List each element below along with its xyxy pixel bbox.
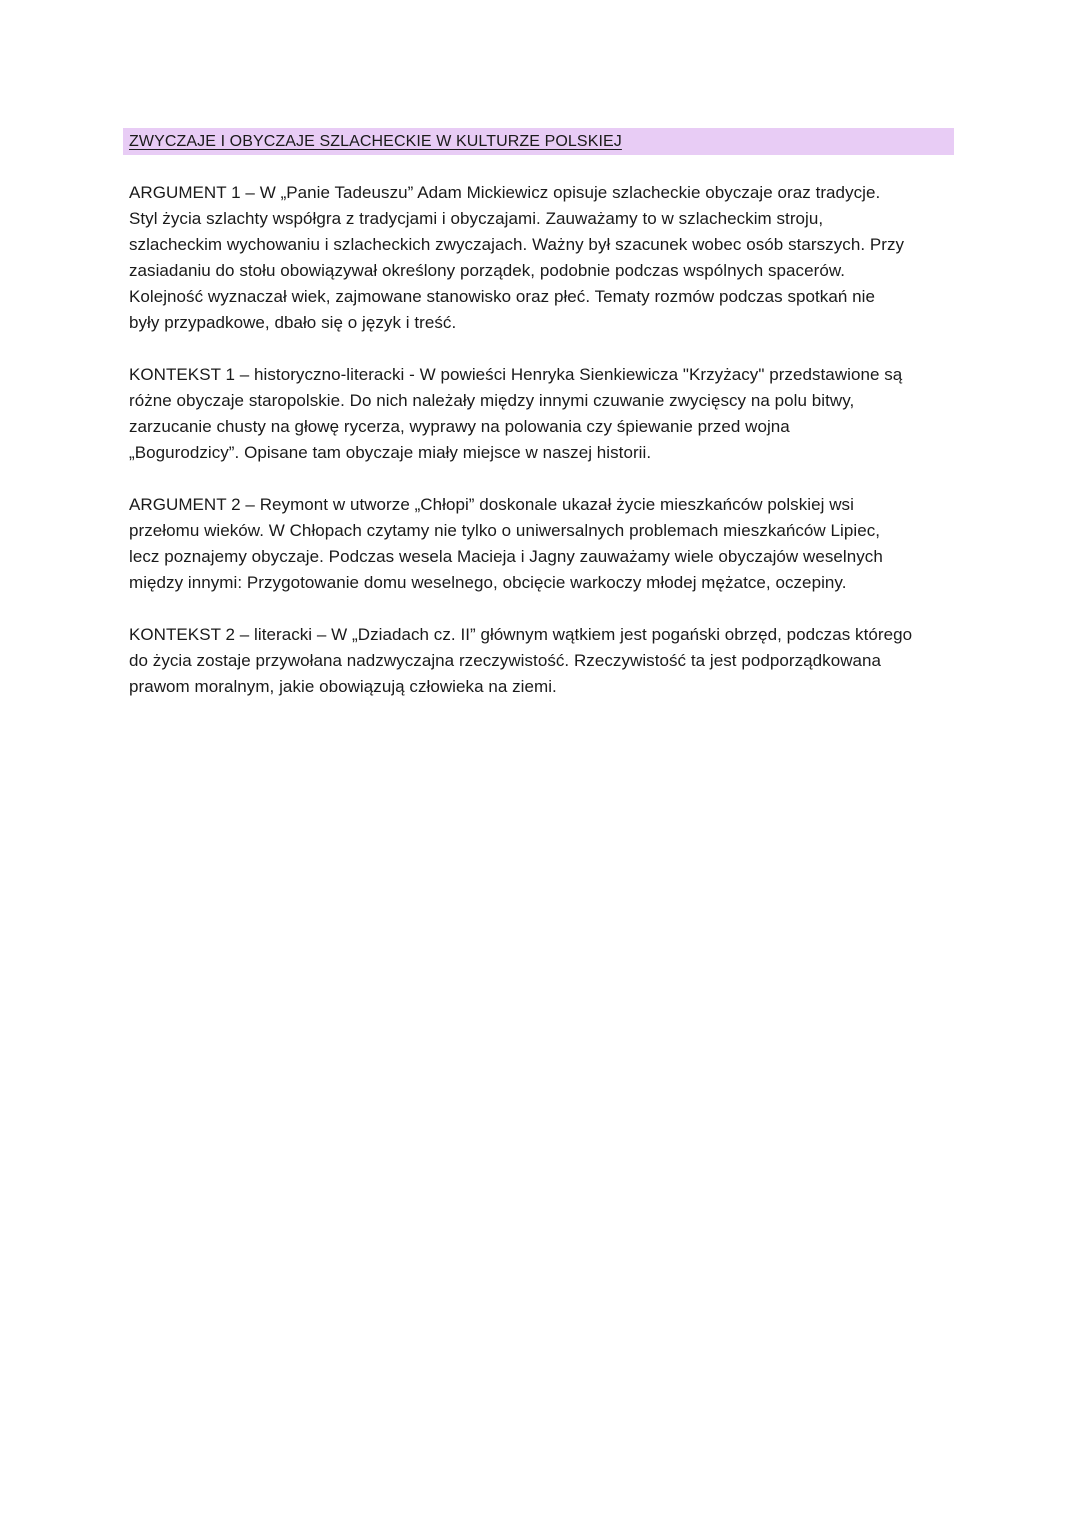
document-title: ZWYCZAJE I OBYCZAJE SZLACHECKIE W KULTURZE POLSKIEJ [123, 128, 954, 155]
text-line: do życia zostaje przywołana nadzwyczajna rzeczywistość. Rzeczywistość ta jest podporządkowana [129, 651, 882, 670]
text-line: KONTEKST 1 – historyczno-literacki - W powieści Henryka Sienkiewicza "Krzyżacy" przedstawione są [129, 365, 903, 384]
document-body [129, 180, 959, 726]
text-line: szlacheckim wychowaniu i szlacheckich zwyczajach. Ważny był szacunek wobec osób starszych. Przy [129, 235, 905, 254]
text-line: między innymi: Przygotowanie domu weselnego, obcięcie warkoczy młodej mężatce, oczepiny. [129, 573, 847, 592]
text-line: lecz poznajemy obyczaje. Podczas wesela Macieja i Jagny zauważamy wiele obyczajów weselnych [129, 547, 883, 566]
text-line: zasiadaniu do stołu obowiązywał określony porządek, podobnie podczas wspólnych spacerów. [129, 261, 845, 280]
paragraph-argument-1 [129, 180, 959, 336]
paragraph-context-2 [129, 622, 959, 700]
text-line: ARGUMENT 2 – Reymont w utworze „Chłopi” doskonale ukazał życie mieszkańców polskiej wsi [129, 495, 854, 514]
text-line: „Bogurodzicy”. Opisane tam obyczaje miały miejsce w naszej historii. [129, 443, 652, 462]
paragraph-context-1 [129, 362, 959, 466]
text-line: były przypadkowe, dbało się o język i treść. [129, 313, 457, 332]
text-line: ARGUMENT 1 – W „Panie Tadeuszu” Adam Mickiewicz opisuje szlacheckie obyczaje oraz tradycje. [129, 183, 881, 202]
text-line: Kolejność wyznaczał wiek, zajmowane stanowisko oraz płeć. Tematy rozmów podczas spotkań nie [129, 287, 875, 306]
paragraph-argument-2 [129, 492, 959, 596]
text-line: różne obyczaje staropolskie. Do nich należały między innymi czuwanie zwycięscy na polu bitwy, [129, 391, 855, 410]
text-line: prawom moralnym, jakie obowiązują człowieka na ziemi. [129, 677, 557, 696]
text-line: zarzucanie chusty na głowę rycerza, wyprawy na polowania czy śpiewanie przed wojna [129, 417, 790, 436]
text-line: KONTEKST 2 – literacki – W „Dziadach cz. II” głównym wątkiem jest pogański obrzęd, podczas którego [129, 625, 913, 644]
text-line: przełomu wieków. W Chłopach czytamy nie tylko o uniwersalnych problemach mieszkańców Lipiec, [129, 521, 881, 540]
text-line: Styl życia szlachty współgra z tradycjami i obyczajami. Zauważamy to w szlacheckim stroju, [129, 209, 824, 228]
